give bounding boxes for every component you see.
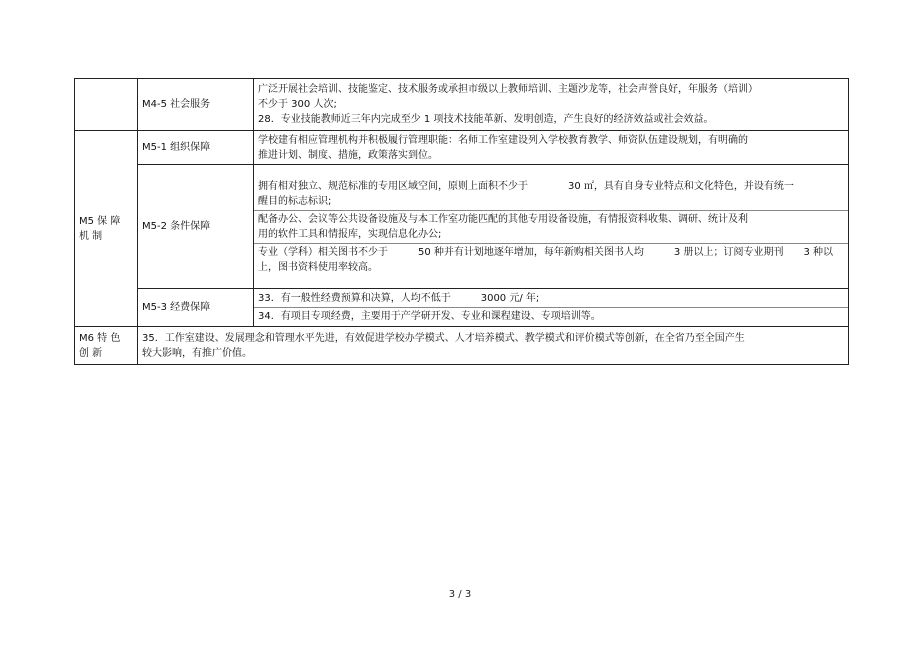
row-m6 — [75, 327, 849, 365]
content-line: 广泛开展社会培训、技能鉴定、技术服务或承担市级以上教师培训、主题沙龙等，社会声誉良好，年服务（培训） — [258, 84, 758, 95]
sub-item-m5-1: M5-1 组织保障 — [138, 131, 254, 165]
criteria-table — [74, 78, 849, 365]
content-line: 学校建有相应管理机构并积极履行管理职能：名师工作室建设列入学校教育教学、师资队伍建设规划，有明确的 — [258, 134, 748, 146]
content-line: 上，图书资料使用率较高。 — [258, 261, 378, 273]
category-m5: M5 保 障 机 制 — [75, 131, 138, 327]
row-m5-2 — [75, 165, 849, 289]
content-line: 不少于 300 人次; — [258, 99, 337, 110]
content-line: 34．有项目专项经费，主要用于产学研开发、专业和课程建设、专项培训等。 — [258, 311, 601, 322]
sub-item-m5-3: M5-3 经费保障 — [138, 289, 254, 327]
content-line: 28．专业技能教师近三年内完成至少 1 项技术技能革新、发明创造，产生良好的经济效益或社会效益。 — [258, 114, 714, 125]
row-m5-3 — [75, 289, 849, 327]
row-m4-5 — [75, 79, 849, 131]
divider — [254, 307, 848, 308]
content-line: 配备办公、会议等公共设备设施及与本工作室功能匹配的其他专用设备设施，有情报资料收集、调研、统计及利 — [258, 213, 748, 225]
content-line: 35．工作室建设、发展理念和管理水平先进，有效促进学校办学模式、人才培养模式、教学模式和评价模式等创新，在全省乃至全国产生 — [142, 332, 745, 344]
content-line: 较大影响，有推广价值。 — [142, 347, 252, 359]
divider — [254, 210, 848, 211]
divider — [254, 243, 848, 244]
content-line: 拥有相对独立、规范标准的专用区域空间，原则上面积不少于 30 ㎡，具有自身专业特点和文化特色，并设有统一 — [258, 180, 794, 192]
content-m6 — [138, 327, 849, 365]
content-m5-1 — [254, 131, 849, 165]
content-line: 专业（学科）相关图书不少于 50 种并有计划地逐年增加，每年新购相关图书人均 3 册以上；订阅专业期刊 3 种以 — [258, 246, 833, 258]
content-line: 33．有一般性经费预算和决算，人均不低于 3000 元/ 年; — [258, 293, 540, 304]
row-m5-1 — [75, 131, 849, 165]
content-line: 用的软件工具和情报库，实现信息化办公; — [258, 228, 442, 240]
category-m6: M6 特 色 创 新 — [75, 327, 138, 365]
content-m5-2 — [254, 165, 849, 289]
category-cell-empty — [75, 79, 138, 131]
content-line: 醒目的标志标识; — [258, 195, 332, 207]
sub-item-m5-2: M5-2 条件保障 — [138, 165, 254, 289]
content-m5-3 — [254, 289, 849, 327]
content-m4-5 — [254, 79, 849, 131]
content-line: 推进计划、制度、措施，政策落实到位。 — [258, 149, 438, 161]
page-number: 3 / 3 — [448, 589, 472, 600]
sub-item-m4-5: M4-5 社会服务 — [138, 79, 254, 131]
